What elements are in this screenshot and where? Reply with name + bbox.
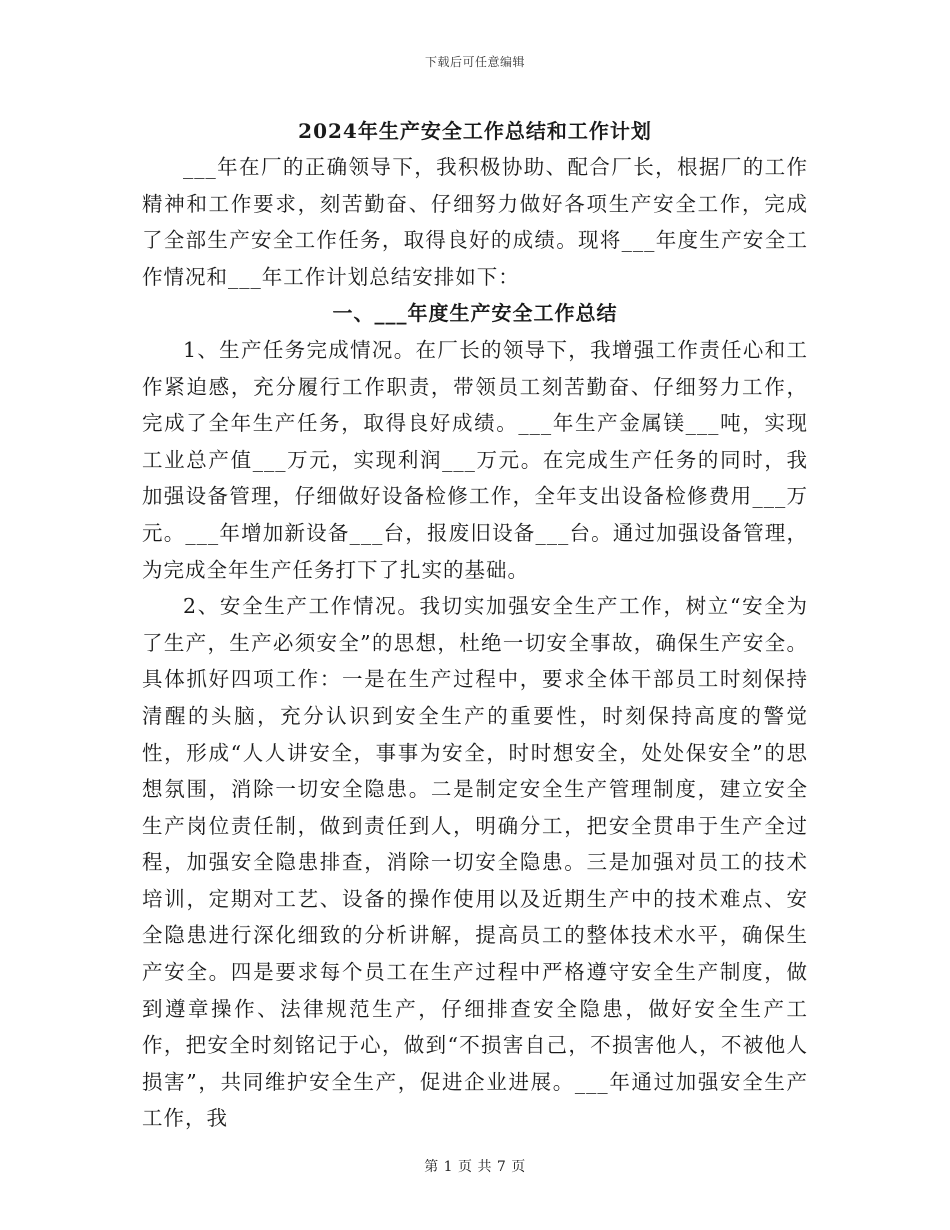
paragraph-safety-work: 2、安全生产工作情况。我切实加强安全生产工作，树立“安全为了生产，生产必须安全”的思想，杜绝一切安全事故，确保生产安全。具体抓好四项工作：一是在生产过程中，要求全体干部员工时刻保持清醒的头脑，充分认识到安全生产的重要性，时刻保持高度的警觉性，形成“人人讲安全，事事为安全，时时想安全，处处保安全”的思想氛围，消除一切安全隐患。二是制定安全生产管理制度，建立安全生产岗位责任制，做到责任到人，明确分工，把安全贯串于生产全过程，加强安全隐患排查，消除一切安全隐患。三是加强对员工的技术培训，定期对工艺、设备的操作使用以及近期生产中的技术难点、安全隐患进行深化细致的分析讲解，提高员工的整体技术水平，确保生产安全。四是要求每个员工在生产过程中严格遵守安全生产制度，做到遵章操作、法律规范生产，仔细排查安全隐患，做好安全生产工作，把安全时刻铭记于心，做到“不损害自己，不损害他人，不被他人损害”，共同维护安全生产，促进企业进展。___年通过加强安全生产工作，我	[142, 594, 808, 1131]
document-body	[142, 113, 808, 1137]
page-header: 下载后可任意编辑	[424, 55, 525, 69]
document-title: 2024年生产安全工作总结和工作计划	[298, 119, 652, 143]
page-number: 第 1 页 共 7 页	[424, 1159, 526, 1175]
intro-paragraph: ___年在厂的正确领导下，我积极协助、配合厂长，根据厂的工作精神和工作要求，刻苦勤奋、仔细努力做好各项生产安全工作，完成了全部生产安全工作任务，取得良好的成绩。现将___年度生产安全工作情况和___年工作计划总结安排如下：	[142, 155, 808, 289]
section-heading: 一、___年度生产安全工作总结	[332, 301, 618, 326]
paragraph-production-tasks: 1、生产任务完成情况。在厂长的领导下，我增强工作责任心和工作紧迫感，充分履行工作职责，带领员工刻苦勤奋、仔细努力工作，完成了全年生产任务，取得良好成绩。___年生产金属镁___吨，实现工业总产值___万元，实现利润___万元。在完成生产任务的同时，我加强设备管理，仔细做好设备检修工作，全年支出设备检修费用___万元。___年增加新设备___台，报废旧设备___台。通过加强设备管理，为完成全年生产任务打下了扎实的基础。	[142, 337, 808, 582]
